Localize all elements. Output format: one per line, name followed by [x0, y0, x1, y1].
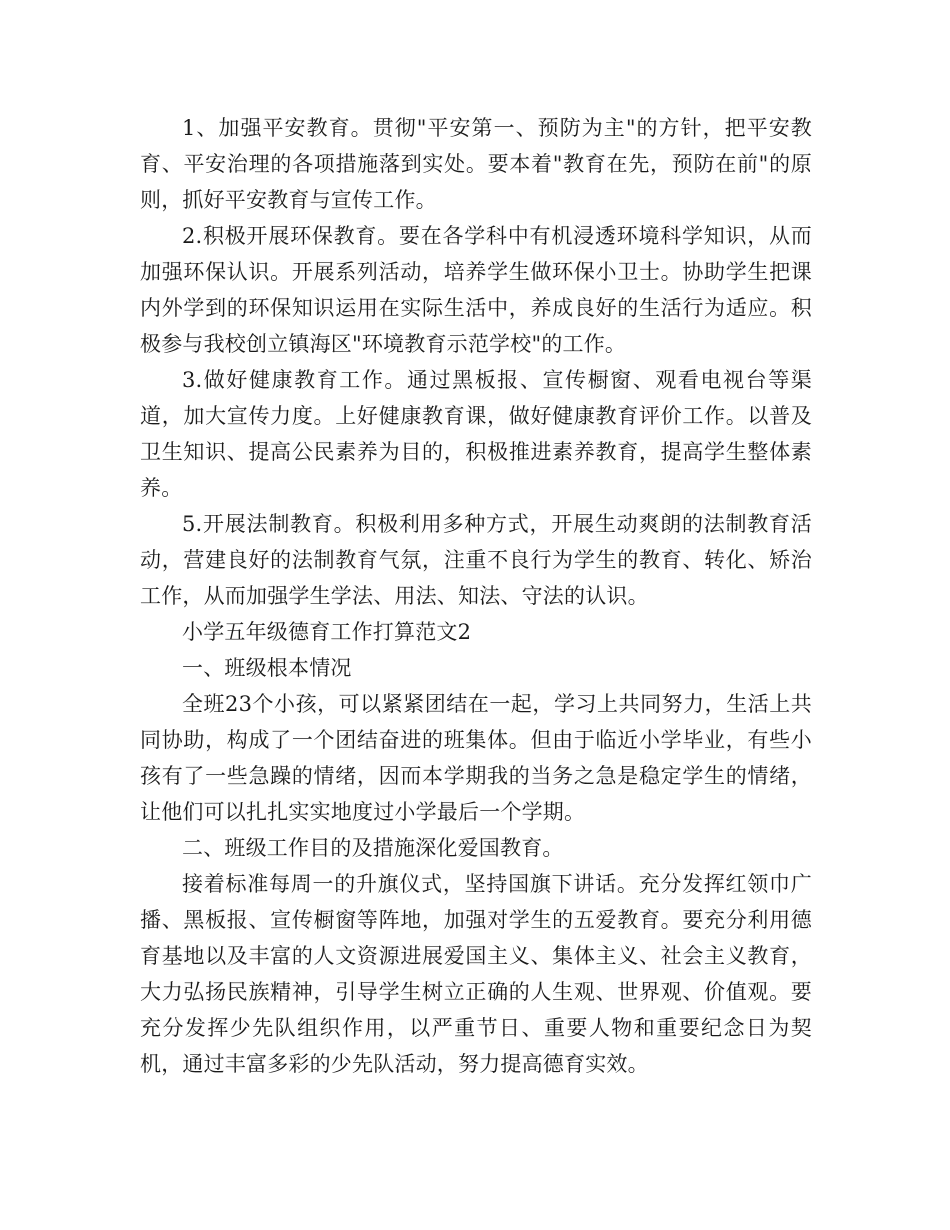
paragraph-class-situation: 全班23个小孩，可以紧紧团结在一起，学习上共同努力，生活上共同协助，构成了一个团结奋进的班集体。但由于临近小学毕业，有些小孩有了一些急躁的情绪，因而本学期我的当务之急是稳定学生的情绪，让他们可以扎扎实实地度过小学最后一个学期。 — [140, 692, 812, 824]
section-heading-sample-2: 小学五年级德育工作打算范文2 — [182, 620, 472, 644]
paragraph-patriotic-education: 接着标准每周一的升旗仪式，坚持国旗下讲话。充分发挥红领巾广播、黑板报、宣传橱窗等阵地，加强对学生的五爱教育。要充分利用德育基地以及丰富的人文资源进展爱国主义、集体主义、社会主义教育，大力弘扬民族精神，引导学生树立正确的人生观、世界观、价值观。要充分发挥少先队组织作用，以严重节日、重要人物和重要纪念日为契机，通过丰富多彩的少先队活动，努力提高德育实效。 — [140, 872, 812, 1076]
paragraph-health-education: 3.做好健康教育工作。通过黑板报、宣传橱窗、观看电视台等渠道，加大宣传力度。上好健康教育课，做好健康教育评价工作。以普及卫生知识、提高公民素养为目的，积极推进素养教育，提高学生整体素养。 — [140, 368, 812, 500]
section-heading-class-situation: 一、班级根本情况 — [182, 656, 352, 680]
document-body — [140, 110, 812, 1082]
section-heading-class-goals: 二、班级工作目的及措施深化爱国教育。 — [182, 836, 564, 860]
paragraph-legal-education: 5.开展法制教育。积极利用多种方式，开展生动爽朗的法制教育活动，营建良好的法制教育气氛，注重不良行为学生的教育、转化、矫治工作，从而加强学生学法、用法、知法、守法的认识。 — [140, 512, 812, 608]
paragraph-safety-education: 1、加强平安教育。贯彻"平安第一、预防为主"的方针，把平安教育、平安治理的各项措施落到实处。要本着"教育在先，预防在前"的原则，抓好平安教育与宣传工作。 — [140, 116, 812, 212]
paragraph-environmental-education: 2.积极开展环保教育。要在各学科中有机浸透环境科学知识，从而加强环保认识。开展系列活动，培养学生做环保小卫士。协助学生把课内外学到的环保知识运用在实际生活中，养成良好的生活行为适应。积极参与我校创立镇海区"环境教育示范学校"的工作。 — [140, 224, 812, 356]
